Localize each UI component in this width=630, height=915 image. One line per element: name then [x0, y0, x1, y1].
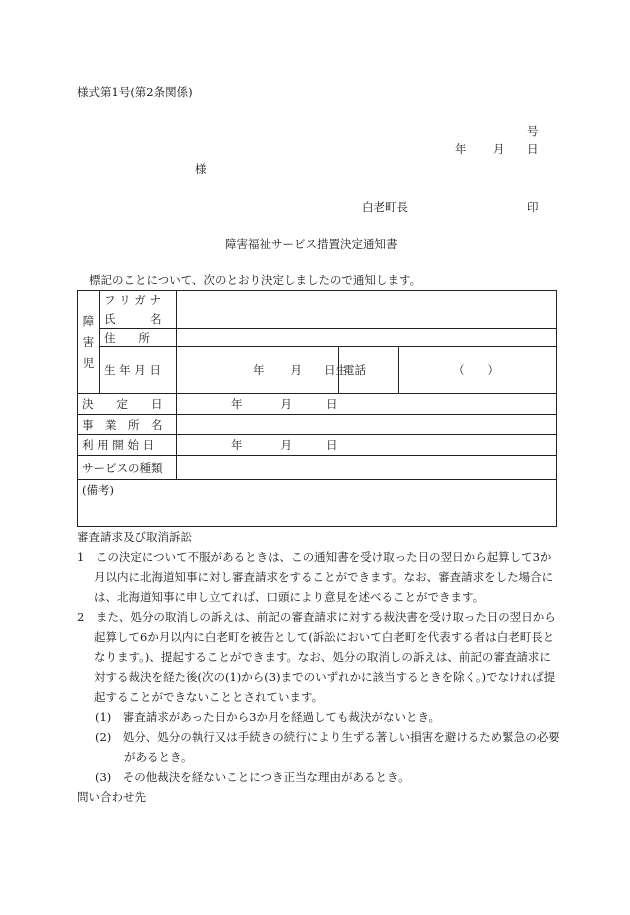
appeal-item-1: 1 この決定について不服があるときは、この通知書を受け取った日の翌日から起算して3か月以内に北海道知事に対し審査請求をすることができます。なお、審査請求をした場合には、北海道知事に申し立てれば、口頭により意見を述べることができます。 [77, 550, 554, 604]
phone-label: 電話 [339, 347, 399, 394]
decision-year: 年 [231, 397, 243, 411]
document-number-suffix: 号 [527, 124, 539, 138]
date-day: 日 [527, 142, 539, 156]
service-type-value [177, 456, 557, 480]
form-number: 様式第1号(第2条関係) [77, 85, 193, 99]
start-date-label: 利 用 開 始 日 [78, 435, 177, 456]
appeal-notes [77, 527, 561, 807]
start-year: 年 [231, 438, 243, 452]
birthdate-value [177, 347, 347, 394]
service-type-label: サービスの種類 [78, 456, 177, 480]
office-name-value [177, 415, 557, 435]
child-label-char-2: 害 [82, 334, 95, 349]
addressee-suffix: 様 [195, 162, 207, 176]
phone-value: （ ） [399, 347, 557, 394]
remarks-cell [78, 480, 557, 527]
decision-table [77, 290, 557, 527]
child-group-label [78, 291, 100, 394]
decision-day: 日 [326, 397, 338, 411]
name-value [177, 310, 557, 329]
appeal-item-2: 2 また、処分の取消しの訴えは、前記の審査請求に対する裁決書を受け取った日の翌日から起算して6か月以内に白老町を被告として(訴訟において白老町を代表する者は白老町長となります。)、提起することができます。なお、処分の取消しの訴えは、前記の審査請求に対する裁決を経た後(次の(1)から(3)までのいずれかに該当するときを除く。)でなければ提起することができないこととされています。 [77, 610, 556, 704]
issuer: 白老町長 [362, 200, 408, 214]
decision-month: 月 [280, 397, 292, 411]
start-day: 日 [326, 438, 338, 452]
start-month: 月 [280, 438, 292, 452]
address-label: 住 所 [100, 329, 177, 347]
remarks-label: (備考) [82, 483, 114, 497]
furigana-label: フ リ ガ ナ [100, 291, 177, 310]
birthdate-label: 生 年 月 日 [100, 347, 177, 394]
appeal-sub-item-1: (1) 審査請求があった日から3か月を経過しても裁決がないとき。 [95, 710, 441, 724]
child-label-char-1: 障 [82, 313, 95, 328]
start-date-value [177, 435, 557, 456]
office-name-label: 事 業 所 名 [78, 415, 177, 435]
child-label-char-3: 児 [82, 355, 95, 370]
contact-heading: 問い合わせ先 [77, 790, 146, 804]
birth-year: 年 [253, 363, 265, 377]
appeal-heading: 審査請求及び取消訴訟 [77, 530, 192, 544]
appeal-sub-item-3: (3) その他裁決を経ないことにつき正当な理由があるとき。 [95, 770, 410, 784]
intro-text: 標記のことについて、次のとおり決定しましたので通知します。 [89, 273, 422, 287]
appeal-sub-item-2: (2) 処分、処分の執行又は手続きの続行により生ずる著しい損害を避けるため緊急の必要があるとき。 [95, 730, 560, 764]
address-value [177, 329, 557, 347]
name-label: 氏 名 [100, 310, 177, 329]
date-year: 年 [455, 142, 467, 156]
decision-date-label: 決 定 日 [78, 394, 177, 415]
birth-month: 月 [290, 363, 302, 377]
date-month: 月 [493, 142, 505, 156]
birth-day: 日生 [324, 363, 347, 377]
seal-mark: 印 [527, 200, 539, 214]
document-title: 障害福祉サービス措置決定通知書 [225, 237, 398, 251]
furigana-value [177, 291, 557, 310]
decision-date-value [177, 394, 557, 415]
